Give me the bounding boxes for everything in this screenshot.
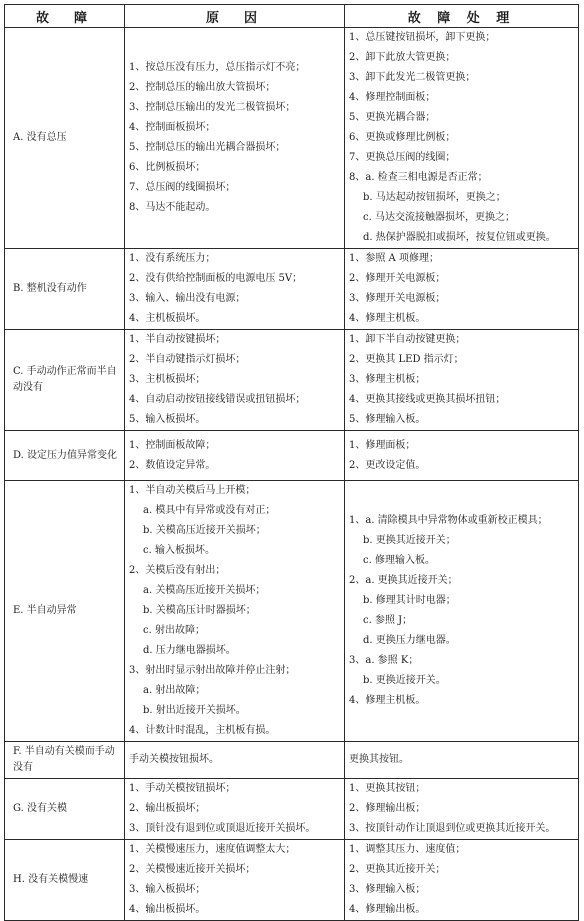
handling-line: 4、修理输出板。 xyxy=(349,904,426,915)
cause-line: b. 关模高压计时器损坏； xyxy=(143,605,256,616)
handling-line: 3、修理开关电源板； xyxy=(349,293,446,304)
handling-cell xyxy=(345,431,579,481)
cause-line: 2、关模后没有射出； xyxy=(129,565,226,576)
cause-line: 7、总压阀的线圈损坏； xyxy=(129,182,236,193)
handling-cell xyxy=(345,779,579,840)
handling-line: 3、按顶针动作让顶退到位或更换其近接开关。 xyxy=(349,823,556,834)
cause-line: 1、手动关模按钮损坏； xyxy=(129,783,236,794)
header-fault: 故 障 xyxy=(5,5,125,28)
cause-line: 1、半自动关模后马上开模； xyxy=(129,485,256,496)
handling-cell xyxy=(345,840,579,921)
cause-line: 5、输入板损坏。 xyxy=(129,414,206,425)
cause-line: 1、按总压没有压力，总压指示灯不亮； xyxy=(129,62,306,73)
handling-line: 3、修理主机板； xyxy=(349,374,426,385)
fault-cell: C. 手动动作正常而半自动没有 xyxy=(5,330,125,431)
handling-cell xyxy=(345,330,579,431)
handling-line: b. 更换近接开关。 xyxy=(363,675,446,686)
handling-line: 8、a. 检查三相电源是否正常； xyxy=(349,172,488,183)
cause-line: 4、控制面板损坏； xyxy=(129,122,216,133)
handling-line: b. 马达起动按钮损坏，更换之； xyxy=(363,192,506,203)
table-row xyxy=(5,840,579,921)
cause-line: 2、输出板损坏； xyxy=(129,803,206,814)
handling-line: d. 更换压力继电器。 xyxy=(363,635,456,646)
cause-cell xyxy=(125,28,345,249)
cause-line: 1、半自动按键损坏； xyxy=(129,334,226,345)
cause-line: c. 射出故障； xyxy=(143,625,205,636)
handling-line: 3、a. 参照 K； xyxy=(349,655,419,666)
cause-line: 2、关模慢速近接开关损坏； xyxy=(129,864,256,875)
table-row xyxy=(5,742,579,779)
fault-cell: A. 没有总压 xyxy=(5,28,125,249)
cause-cell xyxy=(125,779,345,840)
header-row xyxy=(5,5,579,28)
handling-line: b. 更换其近接开关； xyxy=(363,535,456,546)
handling-line: 4、修理控制面板； xyxy=(349,92,436,103)
handling-line: 2、更改设定值。 xyxy=(349,459,426,471)
cause-line: 3、顶针没有退到位或顶退近接开关损坏。 xyxy=(129,823,316,834)
header-cause: 原 因 xyxy=(125,5,345,28)
handling-line: 4、更换其接线或更换其损坏扭钮； xyxy=(349,394,506,405)
handling-line: 6、更换或修理比例板； xyxy=(349,132,456,143)
cause-line: 5、控制总压的输出光耦合器损坏； xyxy=(129,142,286,153)
fault-cell: F. 半自动有关模而手动没有 xyxy=(5,742,125,779)
handling-cell xyxy=(345,28,579,249)
handling-cell xyxy=(345,742,579,779)
cause-line: 1、关模慢速压力，速度值调整太大； xyxy=(129,844,296,855)
handling-line: 2、更换其 LED 指示灯； xyxy=(349,354,464,365)
handling-line: 2、卸下此放大管更换； xyxy=(349,52,456,63)
cause-line: 2、数值设定异常。 xyxy=(129,459,216,471)
cause-line: a. 射出故障； xyxy=(143,685,206,696)
fault-cell: D. 设定压力值异常变化 xyxy=(5,431,125,481)
handling-line: 1、更换其按钮； xyxy=(349,783,426,794)
cause-cell xyxy=(125,742,345,779)
table-row xyxy=(5,249,579,330)
cause-line: 4、计数计时混乱，主机板有损。 xyxy=(129,725,276,736)
cause-line: a. 关模高压近接开关损坏； xyxy=(143,585,266,596)
handling-line: 1、卸下半自动按键更换； xyxy=(349,334,466,345)
cause-line: 2、半自动键指示灯损坏； xyxy=(129,354,246,365)
handling-line: 4、修理主机板。 xyxy=(349,313,426,324)
cause-cell xyxy=(125,840,345,921)
handling-line: 1、调整其压力、速度值； xyxy=(349,844,466,855)
cause-line: 4、自动启动按钮接线错误或扭钮损坏； xyxy=(129,394,306,405)
fault-cell: G. 没有关模 xyxy=(5,779,125,840)
table-row xyxy=(5,28,579,249)
handling-line: 5、修理输入板。 xyxy=(349,414,426,425)
cause-line: b. 射出近接开关损坏。 xyxy=(143,705,246,716)
handling-cell xyxy=(345,481,579,742)
handling-cell xyxy=(345,249,579,330)
cause-line: 4、输出板损坏。 xyxy=(129,904,206,915)
handling-line: 3、修理输入板； xyxy=(349,884,426,895)
handling-line: 2、更换其近接开关； xyxy=(349,864,446,875)
cause-line: 3、射出时显示射出故障并停止注射； xyxy=(129,665,296,676)
table-row xyxy=(5,330,579,431)
cause-line: c. 输入板损坏。 xyxy=(143,545,215,556)
handling-line: 5、更换光耦合器； xyxy=(349,112,436,123)
cause-line: d. 压力继电器损坏。 xyxy=(143,645,236,656)
handling-line: c. 马达交流接触器损坏，更换之； xyxy=(363,212,515,223)
cause-cell xyxy=(125,481,345,742)
handling-line: 1、总压键按钮损坏，卸下更换； xyxy=(349,32,496,43)
handling-line: 更换其按钮。 xyxy=(349,754,409,765)
cause-line: a. 模具中有异常或没有对正； xyxy=(143,505,276,516)
table-row xyxy=(5,431,579,481)
handling-line: 4、修理主机板。 xyxy=(349,695,426,706)
handling-line: 1、a. 清除模具中异常物体或重新校正模具； xyxy=(349,515,548,526)
handling-line: c. 修理输入板。 xyxy=(363,555,435,566)
cause-line: 3、输入、输出没有电源； xyxy=(129,293,246,304)
cause-line: b. 关模高压近接开关损坏； xyxy=(143,525,266,536)
cause-line: 2、控制总压的输出放大管损坏； xyxy=(129,82,276,93)
cause-line: 8、马达不能起动。 xyxy=(129,202,216,213)
handling-line: 2、修理开关电源板； xyxy=(349,273,446,284)
cause-line: 3、主机板损坏； xyxy=(129,374,206,385)
handling-line: b. 修理其计时电器； xyxy=(363,595,456,606)
cause-cell xyxy=(125,330,345,431)
cause-cell xyxy=(125,249,345,330)
cause-line: 手动关模按钮损坏。 xyxy=(129,754,219,765)
handling-line: 2、a. 更换其近接开关； xyxy=(349,575,458,586)
cause-line: 3、控制总压输出的发光二极管损坏； xyxy=(129,102,296,113)
table-row xyxy=(5,779,579,840)
fault-cell: B. 整机没有动作 xyxy=(5,249,125,330)
handling-line: 7、更换总压阀的线圈； xyxy=(349,152,456,163)
cause-cell xyxy=(125,431,345,481)
handling-line: 2、修理输出板； xyxy=(349,803,426,814)
fault-cell: E. 半自动异常 xyxy=(5,481,125,742)
cause-line: 3、输入板损坏； xyxy=(129,884,206,895)
table-row xyxy=(5,481,579,742)
cause-line: 6、比例板损坏； xyxy=(129,162,206,173)
handling-line: c. 参照 J； xyxy=(363,615,413,626)
cause-line: 1、没有系统压力； xyxy=(129,253,216,264)
cause-line: 4、主机板损坏。 xyxy=(129,313,206,324)
handling-line: d. 热保护器脱扣或损坏，按复位钮或更换。 xyxy=(363,232,556,243)
fault-cell: H. 没有关模慢速 xyxy=(5,840,125,921)
handling-line: 3、卸下此发光二极管更换； xyxy=(349,72,476,83)
header-handling: 故 障 处 理 xyxy=(345,5,579,28)
handling-line: 1、修理面板； xyxy=(349,439,416,451)
cause-line: 1、控制面板故障； xyxy=(129,439,216,451)
cause-line: 2、没有供给控制面板的电源电压 5V； xyxy=(129,273,303,284)
fault-table xyxy=(4,4,579,921)
handling-line: 1、参照 A 项修理； xyxy=(349,253,439,264)
